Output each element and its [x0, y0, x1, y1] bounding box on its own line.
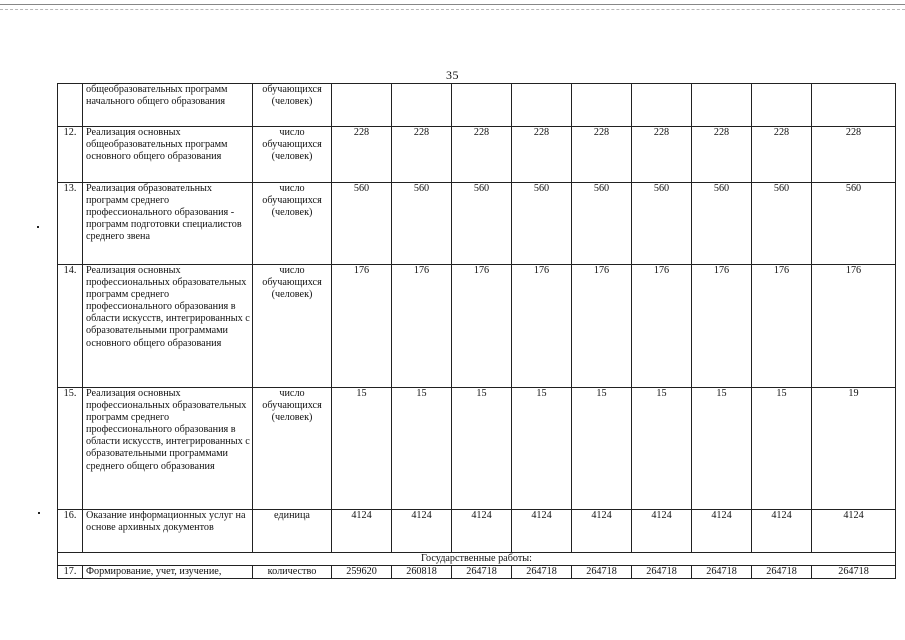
value-cell: 176 — [572, 265, 632, 388]
value-cell: 228 — [392, 127, 452, 183]
value-cell: 176 — [512, 265, 572, 388]
value-cell: 176 — [692, 265, 752, 388]
value-cell: 264718 — [452, 566, 512, 579]
service-name: Реализация образовательных программ среднего профессионального образования - программ подготовки специалистов среднего звена — [83, 183, 253, 265]
service-name: общеобразовательных программ начального общего образования — [83, 84, 253, 127]
section-row — [58, 553, 896, 566]
value-cell: 4124 — [392, 510, 452, 553]
row-number: 15. — [58, 388, 83, 510]
table-row — [58, 127, 896, 183]
service-name: Формирование, учет, изучение, — [83, 566, 253, 579]
value-cell: 264718 — [692, 566, 752, 579]
table-row — [58, 84, 896, 127]
value-cell: 560 — [752, 183, 812, 265]
table-row — [58, 566, 896, 579]
value-cell: 15 — [392, 388, 452, 510]
value-cell: 259620 — [332, 566, 392, 579]
value-cell — [332, 84, 392, 127]
value-cell: 4124 — [752, 510, 812, 553]
value-cell: 560 — [512, 183, 572, 265]
table-row — [58, 510, 896, 553]
value-cell: 15 — [632, 388, 692, 510]
value-cell: 176 — [812, 265, 896, 388]
value-cell: 15 — [332, 388, 392, 510]
service-name: Реализация основных профессиональных образовательных программ среднего профессионального образования в области искусств, интегрированных с образовательными программами основного общего образования — [83, 265, 253, 388]
value-cell: 15 — [752, 388, 812, 510]
unit-of-measure: количество — [253, 566, 332, 579]
value-cell: 264718 — [512, 566, 572, 579]
value-cell: 176 — [452, 265, 512, 388]
value-cell: 560 — [392, 183, 452, 265]
unit-of-measure: число обучающихся (человек) — [253, 183, 332, 265]
value-cell — [572, 84, 632, 127]
unit-of-measure: число обучающихся (человек) — [253, 127, 332, 183]
value-cell — [752, 84, 812, 127]
value-cell: 15 — [512, 388, 572, 510]
value-cell: 228 — [452, 127, 512, 183]
value-cell: 560 — [452, 183, 512, 265]
value-cell — [512, 84, 572, 127]
unit-of-measure: число обучающихся (человек) — [253, 388, 332, 510]
table-body — [58, 84, 896, 579]
services-table — [57, 83, 896, 579]
value-cell: 264718 — [632, 566, 692, 579]
value-cell: 176 — [632, 265, 692, 388]
value-cell: 4124 — [632, 510, 692, 553]
table-row — [58, 265, 896, 388]
value-cell: 228 — [812, 127, 896, 183]
service-name: Оказание информационных услуг на основе архивных документов — [83, 510, 253, 553]
unit-of-measure: единица — [253, 510, 332, 553]
page-number: 35 — [446, 68, 459, 82]
value-cell: 176 — [392, 265, 452, 388]
value-cell — [812, 84, 896, 127]
value-cell: 4124 — [812, 510, 896, 553]
value-cell — [452, 84, 512, 127]
table-row — [58, 388, 896, 510]
value-cell: 560 — [572, 183, 632, 265]
value-cell: 15 — [572, 388, 632, 510]
value-cell: 228 — [632, 127, 692, 183]
value-cell — [632, 84, 692, 127]
value-cell: 4124 — [332, 510, 392, 553]
unit-of-measure: обучающихся (человек) — [253, 84, 332, 127]
value-cell: 264718 — [752, 566, 812, 579]
value-cell: 264718 — [812, 566, 896, 579]
table-row — [58, 183, 896, 265]
value-cell: 176 — [332, 265, 392, 388]
scan-top-edge — [0, 4, 905, 10]
value-cell: 560 — [332, 183, 392, 265]
value-cell: 560 — [692, 183, 752, 265]
value-cell — [392, 84, 452, 127]
unit-of-measure: число обучающихся (человек) — [253, 265, 332, 388]
value-cell: 4124 — [692, 510, 752, 553]
scan-speck — [38, 512, 40, 514]
value-cell: 15 — [692, 388, 752, 510]
value-cell: 4124 — [572, 510, 632, 553]
scan-speck — [37, 226, 39, 228]
value-cell: 560 — [632, 183, 692, 265]
row-number: 17. — [58, 566, 83, 579]
value-cell: 4124 — [512, 510, 572, 553]
row-number — [58, 84, 83, 127]
value-cell: 15 — [452, 388, 512, 510]
row-number: 14. — [58, 265, 83, 388]
section-title: Государственные работы: — [58, 553, 896, 566]
row-number: 12. — [58, 127, 83, 183]
value-cell: 264718 — [572, 566, 632, 579]
value-cell: 228 — [692, 127, 752, 183]
value-cell: 228 — [752, 127, 812, 183]
row-number: 13. — [58, 183, 83, 265]
value-cell: 228 — [332, 127, 392, 183]
service-name: Реализация основных профессиональных образовательных программ среднего профессионального образования в области искусств, интегрированных с образовательными программами среднего общего образования — [83, 388, 253, 510]
value-cell — [692, 84, 752, 127]
value-cell: 228 — [572, 127, 632, 183]
service-name: Реализация основных общеобразовательных программ основного общего образования — [83, 127, 253, 183]
row-number: 16. — [58, 510, 83, 553]
value-cell: 228 — [512, 127, 572, 183]
value-cell: 19 — [812, 388, 896, 510]
value-cell: 176 — [752, 265, 812, 388]
value-cell: 260818 — [392, 566, 452, 579]
value-cell: 560 — [812, 183, 896, 265]
value-cell: 4124 — [452, 510, 512, 553]
